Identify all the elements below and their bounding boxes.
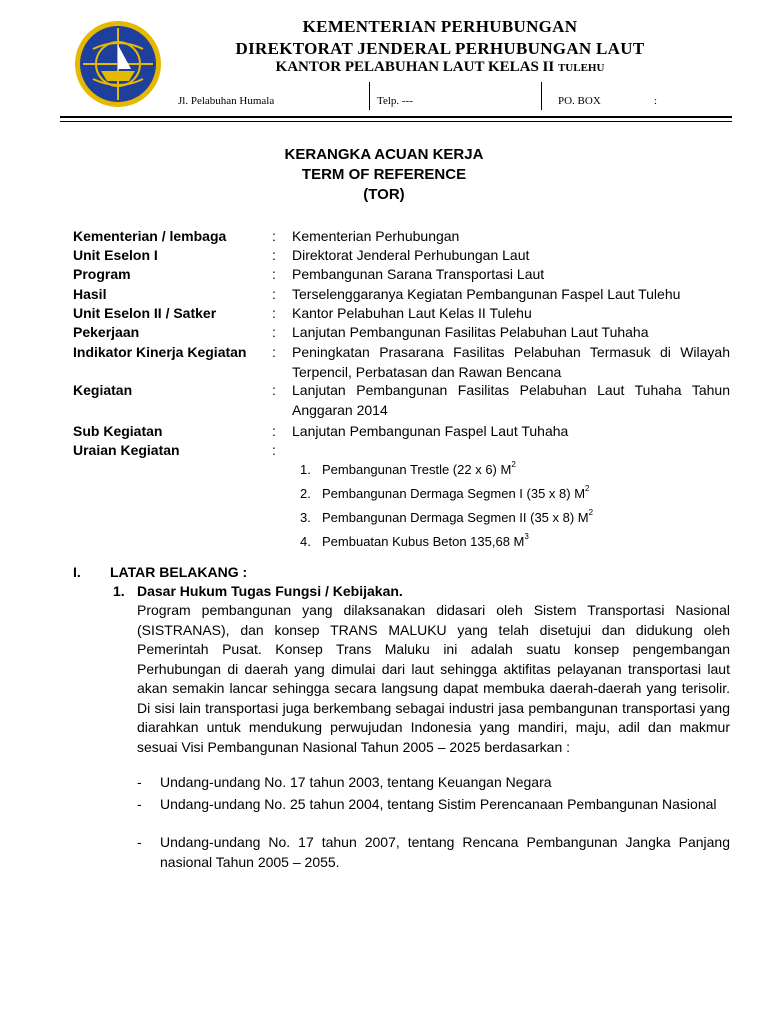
info-colon: : [272, 344, 276, 360]
list-item: 4. Pembuatan Kubus Beton 135,68 $M^3$ [300, 532, 529, 549]
doc-subtitle: TERM OF REFERENCE [301, 166, 467, 183]
info-colon: : [272, 266, 276, 282]
doc-abbrev: (TOR) [363, 186, 405, 203]
info-label: Kegiatan [73, 382, 133, 398]
info-colon: : [272, 382, 276, 398]
info-value: Terselenggaranya Kegiatan Pembangunan Faspel Laut Tulehu [292, 286, 681, 302]
background-paragraph: Program pembangunan yang dilaksanakan didasari oleh Sistem Transportasi Nasional (SISTRANAS), dan konsep TRANS MALUKU yang telah disetujui dan didukung oleh Pemerintah Pusat. Konsep Trans Maluku ini adalah suatu konsep pengembangan Perhubungan di daerah yang dimulai dari laut sehingga aktifitas pelayanan transportasi laut akan semakin lancar sehingga secara langsung dapat membuka daerah-daerah yang terisolir. Di sisi lain transportasi juga berkembang sebagai industri jasa pembangunan transportasi yang diarahkan untuk mendukung perwujudan Indonesia yang mandiri, maju, adil dan makmur sesuai Visi Pembangunan Nasional Tahun 2005 – 2025 berdasarkan : [137, 602, 730, 755]
info-label: Sub Kegiatan [73, 423, 163, 439]
list-item: 1. Pembangunan Trestle (22 x 6) $M^2$ [300, 460, 516, 477]
subsection-title: Dasar Hukum Tugas Fungsi / Kebijakan. [137, 583, 403, 599]
letterhead-ministry: KEMENTERIAN PERHUBUNGAN [302, 17, 578, 36]
info-colon: : [272, 324, 276, 340]
list-item: 3. Pembangunan Dermaga Segmen II (35 x 8) $M^2$ [300, 508, 594, 525]
info-label: Program [73, 266, 131, 282]
info-colon: : [272, 442, 276, 458]
info-label: Uraian Kegiatan [73, 442, 180, 458]
section-title: LATAR BELAKANG : [110, 564, 248, 580]
info-value: Pembangunan Sarana Transportasi Laut [292, 266, 545, 282]
letterhead-pobox-colon: : [654, 95, 658, 107]
letterhead-directorate: DIREKTORAT JENDERAL PERHUBUNGAN LAUT [235, 39, 645, 58]
info-colon: : [272, 286, 276, 302]
letterhead-divider [541, 82, 542, 110]
info-value: Kementerian Perhubungan [292, 228, 460, 244]
info-value: Direktorat Jenderal Perhubungan Laut [292, 247, 530, 263]
info-label: Unit Eselon II / Satker [73, 305, 217, 321]
info-value: Kantor Pelabuhan Laut Kelas II Tulehu [292, 305, 532, 321]
subsection-number: 1. [113, 583, 125, 599]
info-label: Pekerjaan [73, 324, 140, 340]
info-colon: : [272, 423, 276, 439]
list-item: 2. Pembangunan Dermaga Segmen I (35 x 8) $M^2$ [300, 484, 590, 501]
doc-title: KERANGKA ACUAN KERJA [284, 146, 484, 163]
letterhead-divider [369, 82, 370, 110]
info-label: Unit Eselon I [73, 247, 158, 263]
info-label: Kementerian / lembaga [73, 228, 227, 244]
info-value: Lanjutan Pembangunan Fasilitas Pelabuhan Laut Tuhaha [292, 324, 649, 340]
letterhead-phone: Telp. --- [377, 95, 413, 107]
activity-list [300, 458, 593, 554]
info-value: Lanjutan Pembangunan Fasilitas Pelabuhan Laut Tuhaha Tahun Anggaran 2014 [292, 382, 730, 418]
info-colon: : [272, 305, 276, 321]
info-value: Peningkatan Prasarana Fasilitas Pelabuhan Termasuk di Wilayah Terpencil, Perbatasan dan Rawan Bencana [292, 344, 730, 380]
info-colon: : [272, 247, 276, 263]
info-value: Lanjutan Pembangunan Faspel Laut Tuhaha [292, 423, 569, 439]
letterhead-office: KANTOR PELABUHAN LAUT KELAS II TULEHU [275, 59, 605, 75]
info-colon: : [272, 228, 276, 244]
letterhead-address: Jl. Pelabuhan Humala [178, 95, 275, 107]
letterhead-rule [60, 116, 732, 122]
info-label: Indikator Kinerja Kegiatan [73, 344, 247, 360]
section-number: I. [73, 564, 81, 580]
ministry-logo-icon [73, 19, 163, 109]
letterhead-pobox: PO. BOX [558, 95, 601, 107]
info-label: Hasil [73, 286, 107, 302]
